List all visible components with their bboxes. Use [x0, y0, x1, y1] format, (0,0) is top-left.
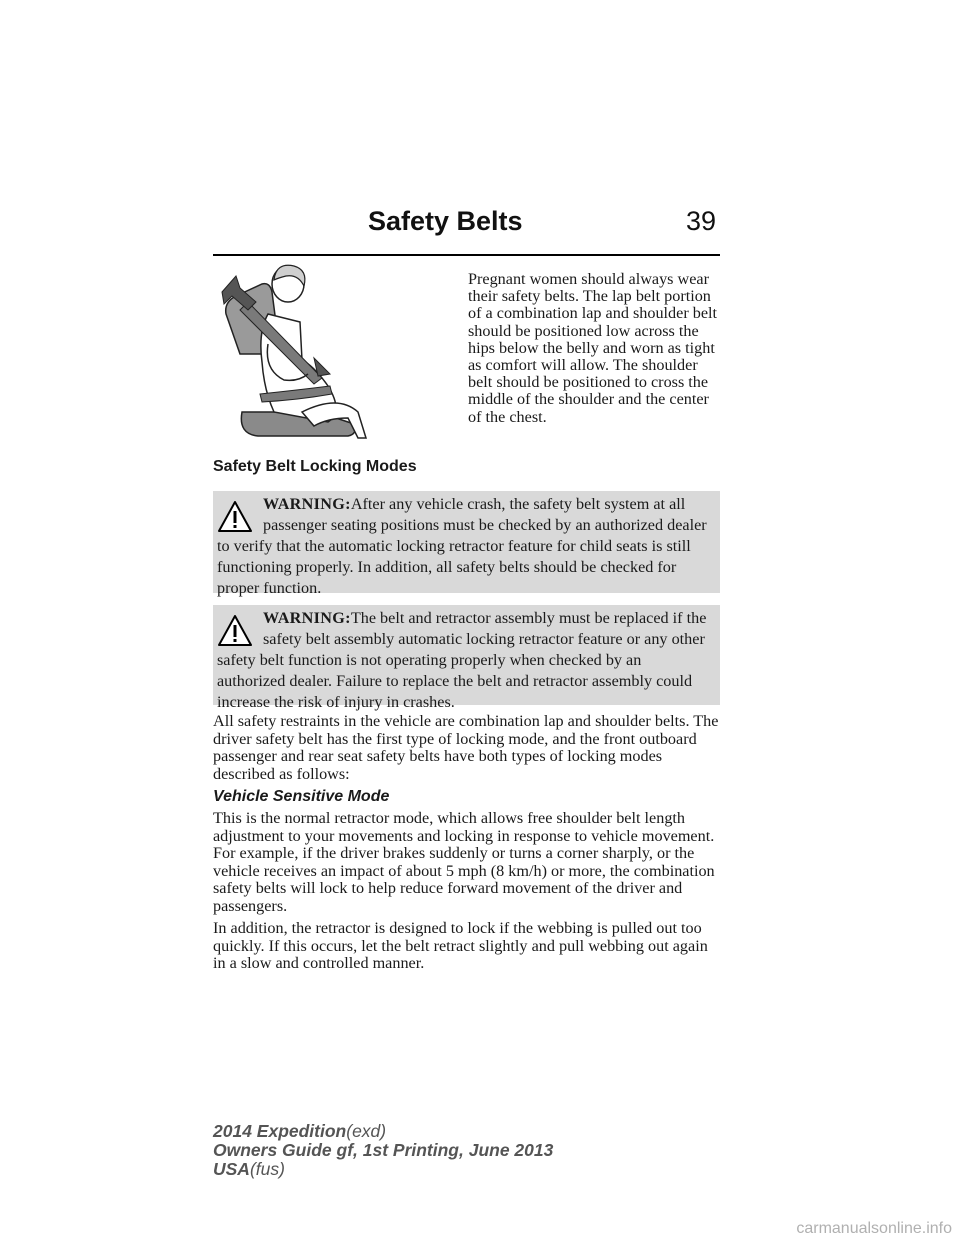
footer-market-code: (fus)	[249, 1159, 285, 1179]
warning-triangle-icon	[217, 500, 253, 534]
footer-model-code: (exd)	[346, 1121, 387, 1141]
warning-box	[213, 491, 720, 597]
paragraph-vehicle-sensitive: This is the normal retractor mode, which allows free shoulder belt length adjustment to your movements and locking in response to vehicle movement. For example, if the driver brakes suddenly or turns a corner sharply, or the vehicle receives an impact of about 5 mph (8 km/h) or more, the combination safety belts will lock to help reduce forward movement of the driver and passengers.	[213, 809, 715, 915]
page-footer	[213, 1122, 553, 1179]
warning-label: WARNING:	[263, 609, 351, 627]
warning-label: WARNING:	[263, 495, 351, 513]
footer-line-1	[213, 1122, 553, 1141]
pregnant-woman-seatbelt-illustration	[218, 262, 370, 440]
header-rule	[213, 254, 720, 256]
watermark: carmanualsonline.info	[796, 1220, 952, 1237]
warning-content	[217, 608, 712, 713]
warning-content	[217, 494, 712, 599]
paragraph-retractor-lock: In addition, the retractor is designed to lock if the webbing is pulled out too quickly. If this occurs, let the belt retract slightly and pull webbing out again in a slow and controlled manner.	[213, 919, 708, 973]
warning-text: After any vehicle crash, the safety belt system at all passenger seating positions must be checked by an authorized dealer to verify that the automatic locking retractor feature for child seats is still functioning properly. In addition, all safety belts should be checked for proper function.	[217, 495, 707, 597]
paragraph-restraints: All safety restraints in the vehicle are combination lap and shoulder belts. The driver safety belt has the first type of locking mode, and the front outboard passenger and rear seat safety belts have both types of locking modes described as follows:	[213, 712, 719, 783]
footer-market: USA	[213, 1159, 250, 1179]
warning-text: The belt and retractor assembly must be replaced if the safety belt assembly automatic locking retractor feature or any other safety belt function is not operating properly when checked by an authorized dealer. Failure to replace the belt and retractor assembly could increase the risk of injury in crashes.	[217, 609, 707, 711]
page-number: 39	[686, 206, 717, 236]
warning-triangle-icon	[217, 614, 253, 648]
section-heading: Safety Belt Locking Modes	[213, 458, 417, 475]
pregnancy-belt-text: Pregnant women should always wear their safety belts. The lap belt portion of a combination lap and shoulder belt should be positioned low across the hips below the belly and worn as tight as comfort will allow. The shoulder belt should be positioned to cross the middle of the shoulder and the center of the chest.	[468, 270, 718, 426]
sub-heading: Vehicle Sensitive Mode	[213, 788, 390, 805]
page-title: Safety Belts	[368, 206, 523, 236]
footer-line-2: Owners Guide gf, 1st Printing, June 2013	[213, 1140, 554, 1160]
warning-box	[213, 605, 720, 711]
footer-model: 2014 Expedition	[213, 1121, 347, 1141]
footer-line-3	[213, 1160, 553, 1179]
